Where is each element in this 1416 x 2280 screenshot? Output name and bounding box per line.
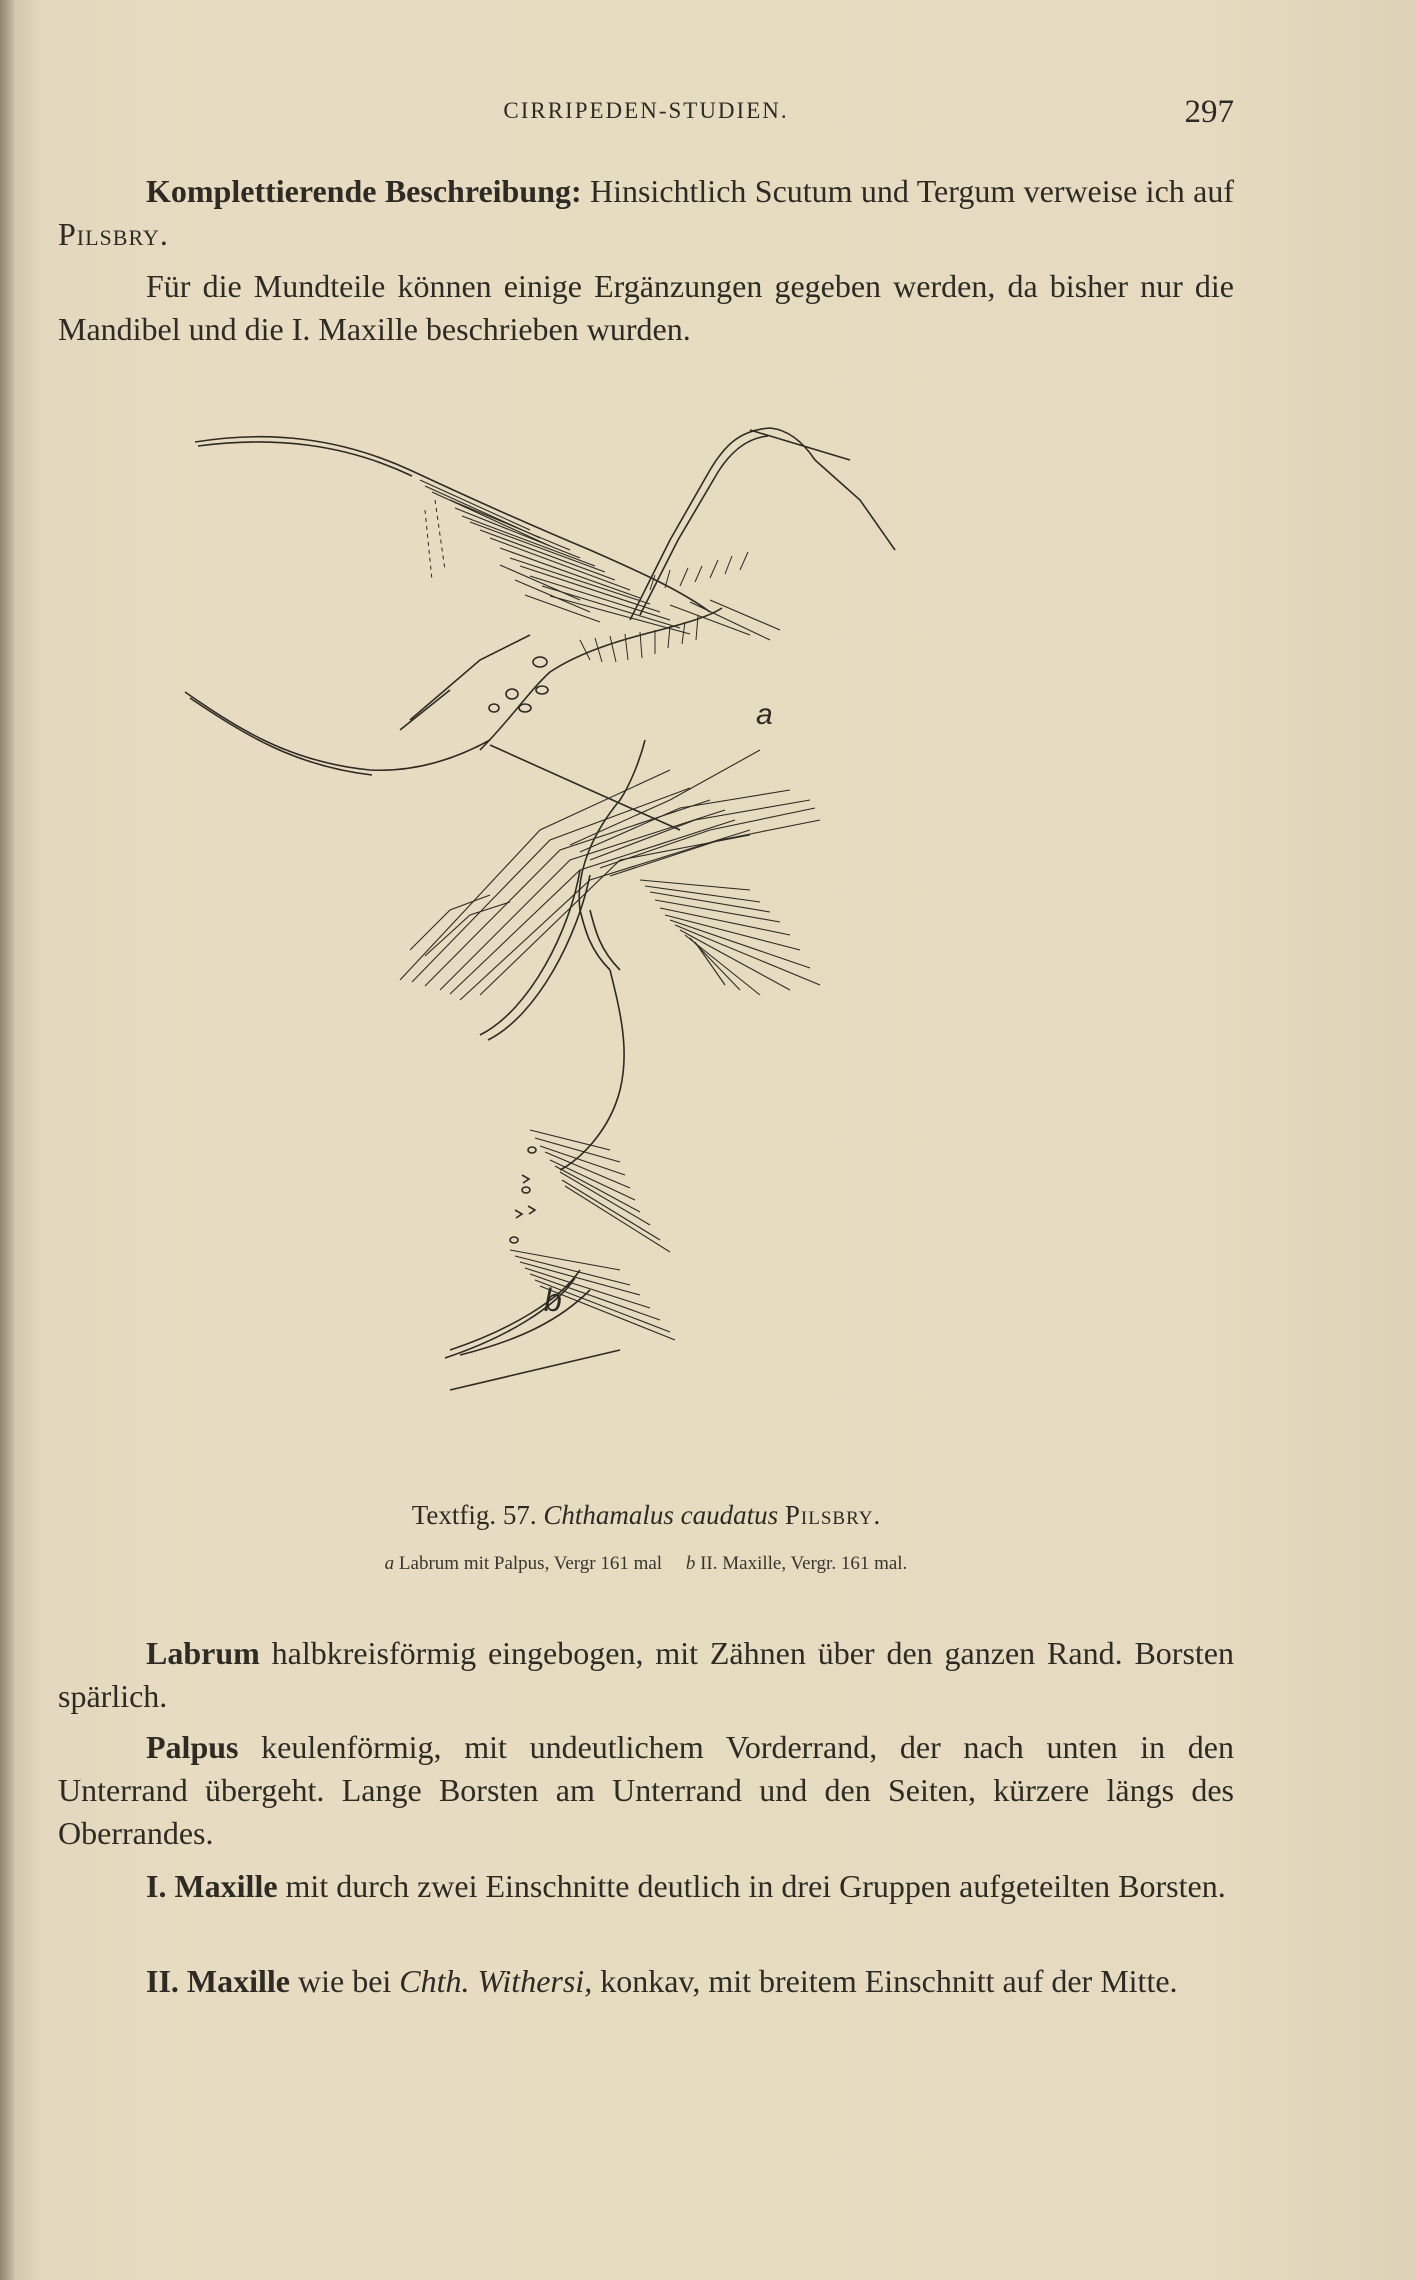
subcaption-a-letter: a — [384, 1553, 395, 1574]
labrum-palpus-drawing — [185, 428, 895, 830]
paragraph-mouthparts — [58, 265, 1234, 351]
paragraph-lead: Komplettierende Beschreibung: — [146, 173, 582, 209]
figure-caption — [58, 1500, 1234, 1531]
paragraph-text: keulenförmig, mit undeutlichem Vorderrand, der nach unten in den Unterrand übergeht. Lange Borsten am Unterrand und den Seiten, kürzere längs des Oberrandes. — [58, 1729, 1234, 1851]
author-name: Pilsbry — [58, 216, 160, 252]
punctuation: . — [159, 216, 168, 252]
paragraph-maxille-2 — [58, 1960, 1234, 2003]
subcaption-b-letter: b — [685, 1553, 696, 1574]
page-header — [58, 94, 1234, 134]
paragraph-lead: I. Maxille — [146, 1868, 278, 1904]
paragraph-labrum — [58, 1632, 1234, 1718]
punctuation: . — [873, 1500, 881, 1530]
paragraph-text: Für die Mundteile können einige Ergänzungen gegeben werden, da bisher nur die Mandibel und die I. Maxille beschrieben wurden. — [58, 268, 1234, 347]
paragraph-lead: Palpus — [146, 1729, 239, 1765]
caption-author: Pilsbry — [784, 1500, 874, 1530]
paragraph-text: wie bei — [289, 1963, 400, 1999]
paragraph-text: konkav, mit breitem Einschnitt auf der Mitte. — [592, 1963, 1178, 1999]
page-number: 297 — [1184, 94, 1234, 130]
paragraph-lead: Labrum — [146, 1635, 260, 1671]
page-spine-shadow — [0, 0, 14, 2280]
figure-57 — [150, 390, 1120, 1460]
paragraph-text: halbkreisförmig eingebogen, mit Zähnen über den ganzen Rand. Borsten spärlich. — [58, 1635, 1234, 1714]
paragraph-description — [58, 170, 1234, 256]
maxilla-drawing — [400, 740, 820, 1390]
paragraph-text: Hinsichtlich Scutum und Tergum verweise ich auf — [581, 173, 1235, 209]
figure-drawing — [150, 390, 1120, 1460]
paragraph-lead: II. Maxille — [146, 1963, 290, 1999]
caption-prefix: Textfig. 57. — [411, 1500, 537, 1530]
figure-subcaption — [58, 1553, 1234, 1575]
paragraph-maxille-1 — [58, 1865, 1234, 1908]
subcaption-b-text: II. Maxille, Vergr. 161 mal. — [695, 1553, 908, 1574]
subcaption-a-text: Labrum mit Palpus, Vergr 161 mal — [394, 1553, 663, 1574]
figure-label-b: b — [544, 1282, 562, 1318]
running-title: CIRRIPEDEN-STUDIEN. — [503, 98, 789, 123]
paragraph-palpus — [58, 1726, 1234, 1855]
paragraph-text: mit durch zwei Einschnitte deutlich in drei Gruppen aufgeteilten Borsten. — [277, 1868, 1226, 1904]
species-name: Chth. Withersi, — [399, 1963, 593, 1999]
caption-species: Chthamalus caudatus — [543, 1500, 779, 1530]
figure-label-a: a — [756, 698, 773, 731]
